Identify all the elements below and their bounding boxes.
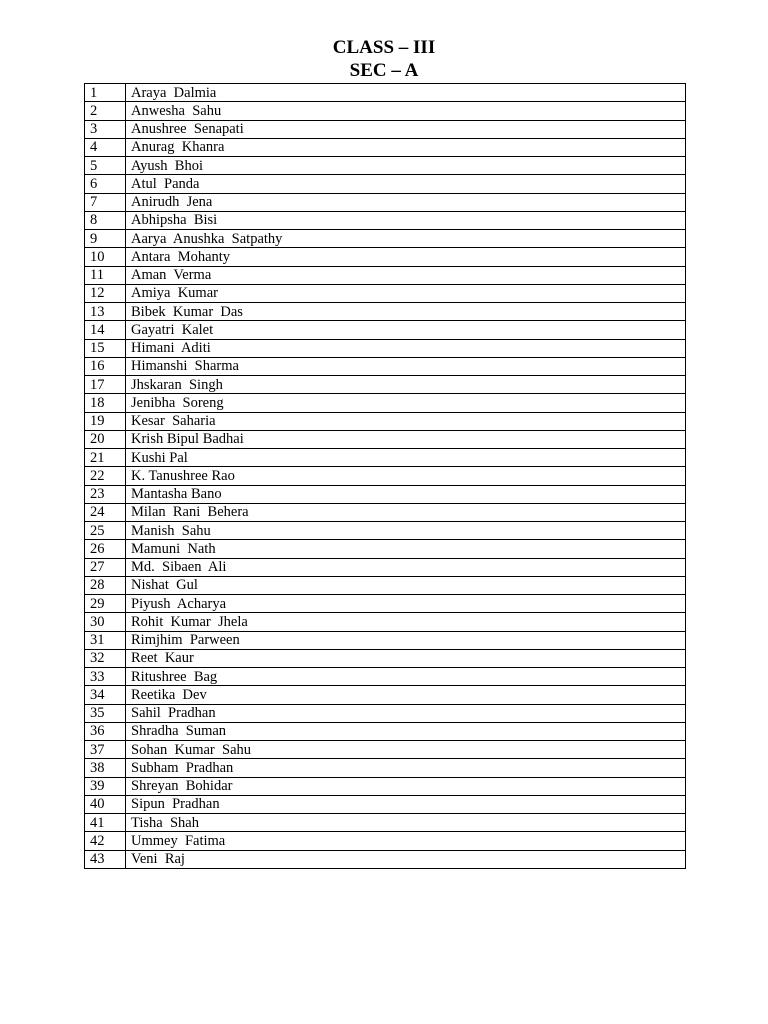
student-name-cell: Gayatri Kalet	[126, 321, 686, 339]
student-roster-body	[85, 84, 686, 869]
table-row	[85, 102, 686, 120]
section-title: SEC – A	[349, 60, 419, 81]
roll-number-cell: 6	[85, 175, 126, 193]
table-row	[85, 777, 686, 795]
student-name-cell: Ayush Bhoi	[126, 157, 686, 175]
student-name-cell: K. Tanushree Rao	[126, 467, 686, 485]
table-row	[85, 175, 686, 193]
student-name-cell: Amiya Kumar	[126, 284, 686, 302]
table-row	[85, 649, 686, 667]
student-name-cell: Araya Dalmia	[126, 84, 686, 102]
roll-number-cell: 16	[85, 357, 126, 375]
table-row	[85, 120, 686, 138]
roll-number-cell: 1	[85, 84, 126, 102]
roll-number-cell: 32	[85, 649, 126, 667]
student-name-cell: Abhipsha Bisi	[126, 211, 686, 229]
roll-number-cell: 12	[85, 284, 126, 302]
roll-number-cell: 18	[85, 394, 126, 412]
roll-number-cell: 19	[85, 412, 126, 430]
student-name-cell: Reet Kaur	[126, 649, 686, 667]
table-row	[85, 211, 686, 229]
student-name-cell: Md. Sibaen Ali	[126, 558, 686, 576]
roll-number-cell: 4	[85, 138, 126, 156]
table-row	[85, 394, 686, 412]
roll-number-cell: 2	[85, 102, 126, 120]
student-name-cell: Milan Rani Behera	[126, 503, 686, 521]
roll-number-cell: 35	[85, 704, 126, 722]
student-name-cell: Kushi Pal	[126, 449, 686, 467]
student-name-cell: Jhskaran Singh	[126, 376, 686, 394]
student-name-cell: Antara Mohanty	[126, 248, 686, 266]
student-name-cell: Sahil Pradhan	[126, 704, 686, 722]
table-row	[85, 467, 686, 485]
student-name-cell: Mamuni Nath	[126, 540, 686, 558]
roll-number-cell: 24	[85, 503, 126, 521]
student-roster-table	[84, 83, 686, 869]
table-row	[85, 248, 686, 266]
roll-number-cell: 28	[85, 576, 126, 594]
table-row	[85, 284, 686, 302]
table-row	[85, 485, 686, 503]
roll-number-cell: 20	[85, 430, 126, 448]
roll-number-cell: 31	[85, 631, 126, 649]
student-name-cell: Shreyan Bohidar	[126, 777, 686, 795]
table-row	[85, 558, 686, 576]
roll-number-cell: 7	[85, 193, 126, 211]
table-row	[85, 449, 686, 467]
roll-number-cell: 5	[85, 157, 126, 175]
table-row	[85, 613, 686, 631]
roll-number-cell: 11	[85, 266, 126, 284]
student-name-cell: Rohit Kumar Jhela	[126, 613, 686, 631]
roll-number-cell: 34	[85, 686, 126, 704]
table-row	[85, 832, 686, 850]
roll-number-cell: 30	[85, 613, 126, 631]
roll-number-cell: 14	[85, 321, 126, 339]
student-name-cell: Ummey Fatima	[126, 832, 686, 850]
student-name-cell: Sohan Kumar Sahu	[126, 741, 686, 759]
table-row	[85, 576, 686, 594]
student-name-cell: Nishat Gul	[126, 576, 686, 594]
roll-number-cell: 43	[85, 850, 126, 868]
student-name-cell: Kesar Saharia	[126, 412, 686, 430]
student-name-cell: Aman Verma	[126, 266, 686, 284]
table-row	[85, 412, 686, 430]
roll-number-cell: 10	[85, 248, 126, 266]
student-name-cell: Ritushree Bag	[126, 668, 686, 686]
table-row	[85, 704, 686, 722]
table-row	[85, 759, 686, 777]
roll-number-cell: 17	[85, 376, 126, 394]
roll-number-cell: 41	[85, 814, 126, 832]
table-row	[85, 522, 686, 540]
roll-number-cell: 42	[85, 832, 126, 850]
table-row	[85, 686, 686, 704]
table-row	[85, 795, 686, 813]
student-name-cell: Veni Raj	[126, 850, 686, 868]
student-name-cell: Aarya Anushka Satpathy	[126, 230, 686, 248]
roll-number-cell: 27	[85, 558, 126, 576]
roll-number-cell: 33	[85, 668, 126, 686]
table-row	[85, 814, 686, 832]
table-row	[85, 84, 686, 102]
roll-number-cell: 3	[85, 120, 126, 138]
student-name-cell: Reetika Dev	[126, 686, 686, 704]
table-row	[85, 193, 686, 211]
student-name-cell: Tisha Shah	[126, 814, 686, 832]
table-row	[85, 850, 686, 868]
student-name-cell: Rimjhim Parween	[126, 631, 686, 649]
student-name-cell: Himanshi Sharma	[126, 357, 686, 375]
roll-number-cell: 15	[85, 339, 126, 357]
student-name-cell: Anirudh Jena	[126, 193, 686, 211]
student-name-cell: Bibek Kumar Das	[126, 303, 686, 321]
document-header	[0, 36, 768, 82]
roll-number-cell: 9	[85, 230, 126, 248]
roll-number-cell: 21	[85, 449, 126, 467]
roll-number-cell: 29	[85, 595, 126, 613]
table-row	[85, 722, 686, 740]
student-name-cell: Krish Bipul Badhai	[126, 430, 686, 448]
table-row	[85, 430, 686, 448]
student-name-cell: Subham Pradhan	[126, 759, 686, 777]
student-name-cell: Atul Panda	[126, 175, 686, 193]
student-name-cell: Anwesha Sahu	[126, 102, 686, 120]
roll-number-cell: 36	[85, 722, 126, 740]
student-name-cell: Manish Sahu	[126, 522, 686, 540]
roll-number-cell: 26	[85, 540, 126, 558]
table-row	[85, 138, 686, 156]
student-name-cell: Piyush Acharya	[126, 595, 686, 613]
table-row	[85, 157, 686, 175]
student-name-cell: Himani Aditi	[126, 339, 686, 357]
table-row	[85, 503, 686, 521]
table-row	[85, 321, 686, 339]
roll-number-cell: 23	[85, 485, 126, 503]
student-name-cell: Mantasha Bano	[126, 485, 686, 503]
roll-number-cell: 13	[85, 303, 126, 321]
student-name-cell: Anurag Khanra	[126, 138, 686, 156]
student-name-cell: Jenibha Soreng	[126, 394, 686, 412]
table-row	[85, 540, 686, 558]
roll-number-cell: 25	[85, 522, 126, 540]
table-row	[85, 741, 686, 759]
table-row	[85, 266, 686, 284]
table-row	[85, 668, 686, 686]
table-row	[85, 230, 686, 248]
table-row	[85, 339, 686, 357]
roll-number-cell: 39	[85, 777, 126, 795]
table-row	[85, 357, 686, 375]
student-name-cell: Sipun Pradhan	[126, 795, 686, 813]
table-row	[85, 631, 686, 649]
student-name-cell: Anushree Senapati	[126, 120, 686, 138]
table-row	[85, 376, 686, 394]
roll-number-cell: 40	[85, 795, 126, 813]
roll-number-cell: 22	[85, 467, 126, 485]
table-row	[85, 303, 686, 321]
roll-number-cell: 38	[85, 759, 126, 777]
table-row	[85, 595, 686, 613]
student-name-cell: Shradha Suman	[126, 722, 686, 740]
roll-number-cell: 8	[85, 211, 126, 229]
roll-number-cell: 37	[85, 741, 126, 759]
class-title: CLASS – III	[332, 37, 436, 58]
